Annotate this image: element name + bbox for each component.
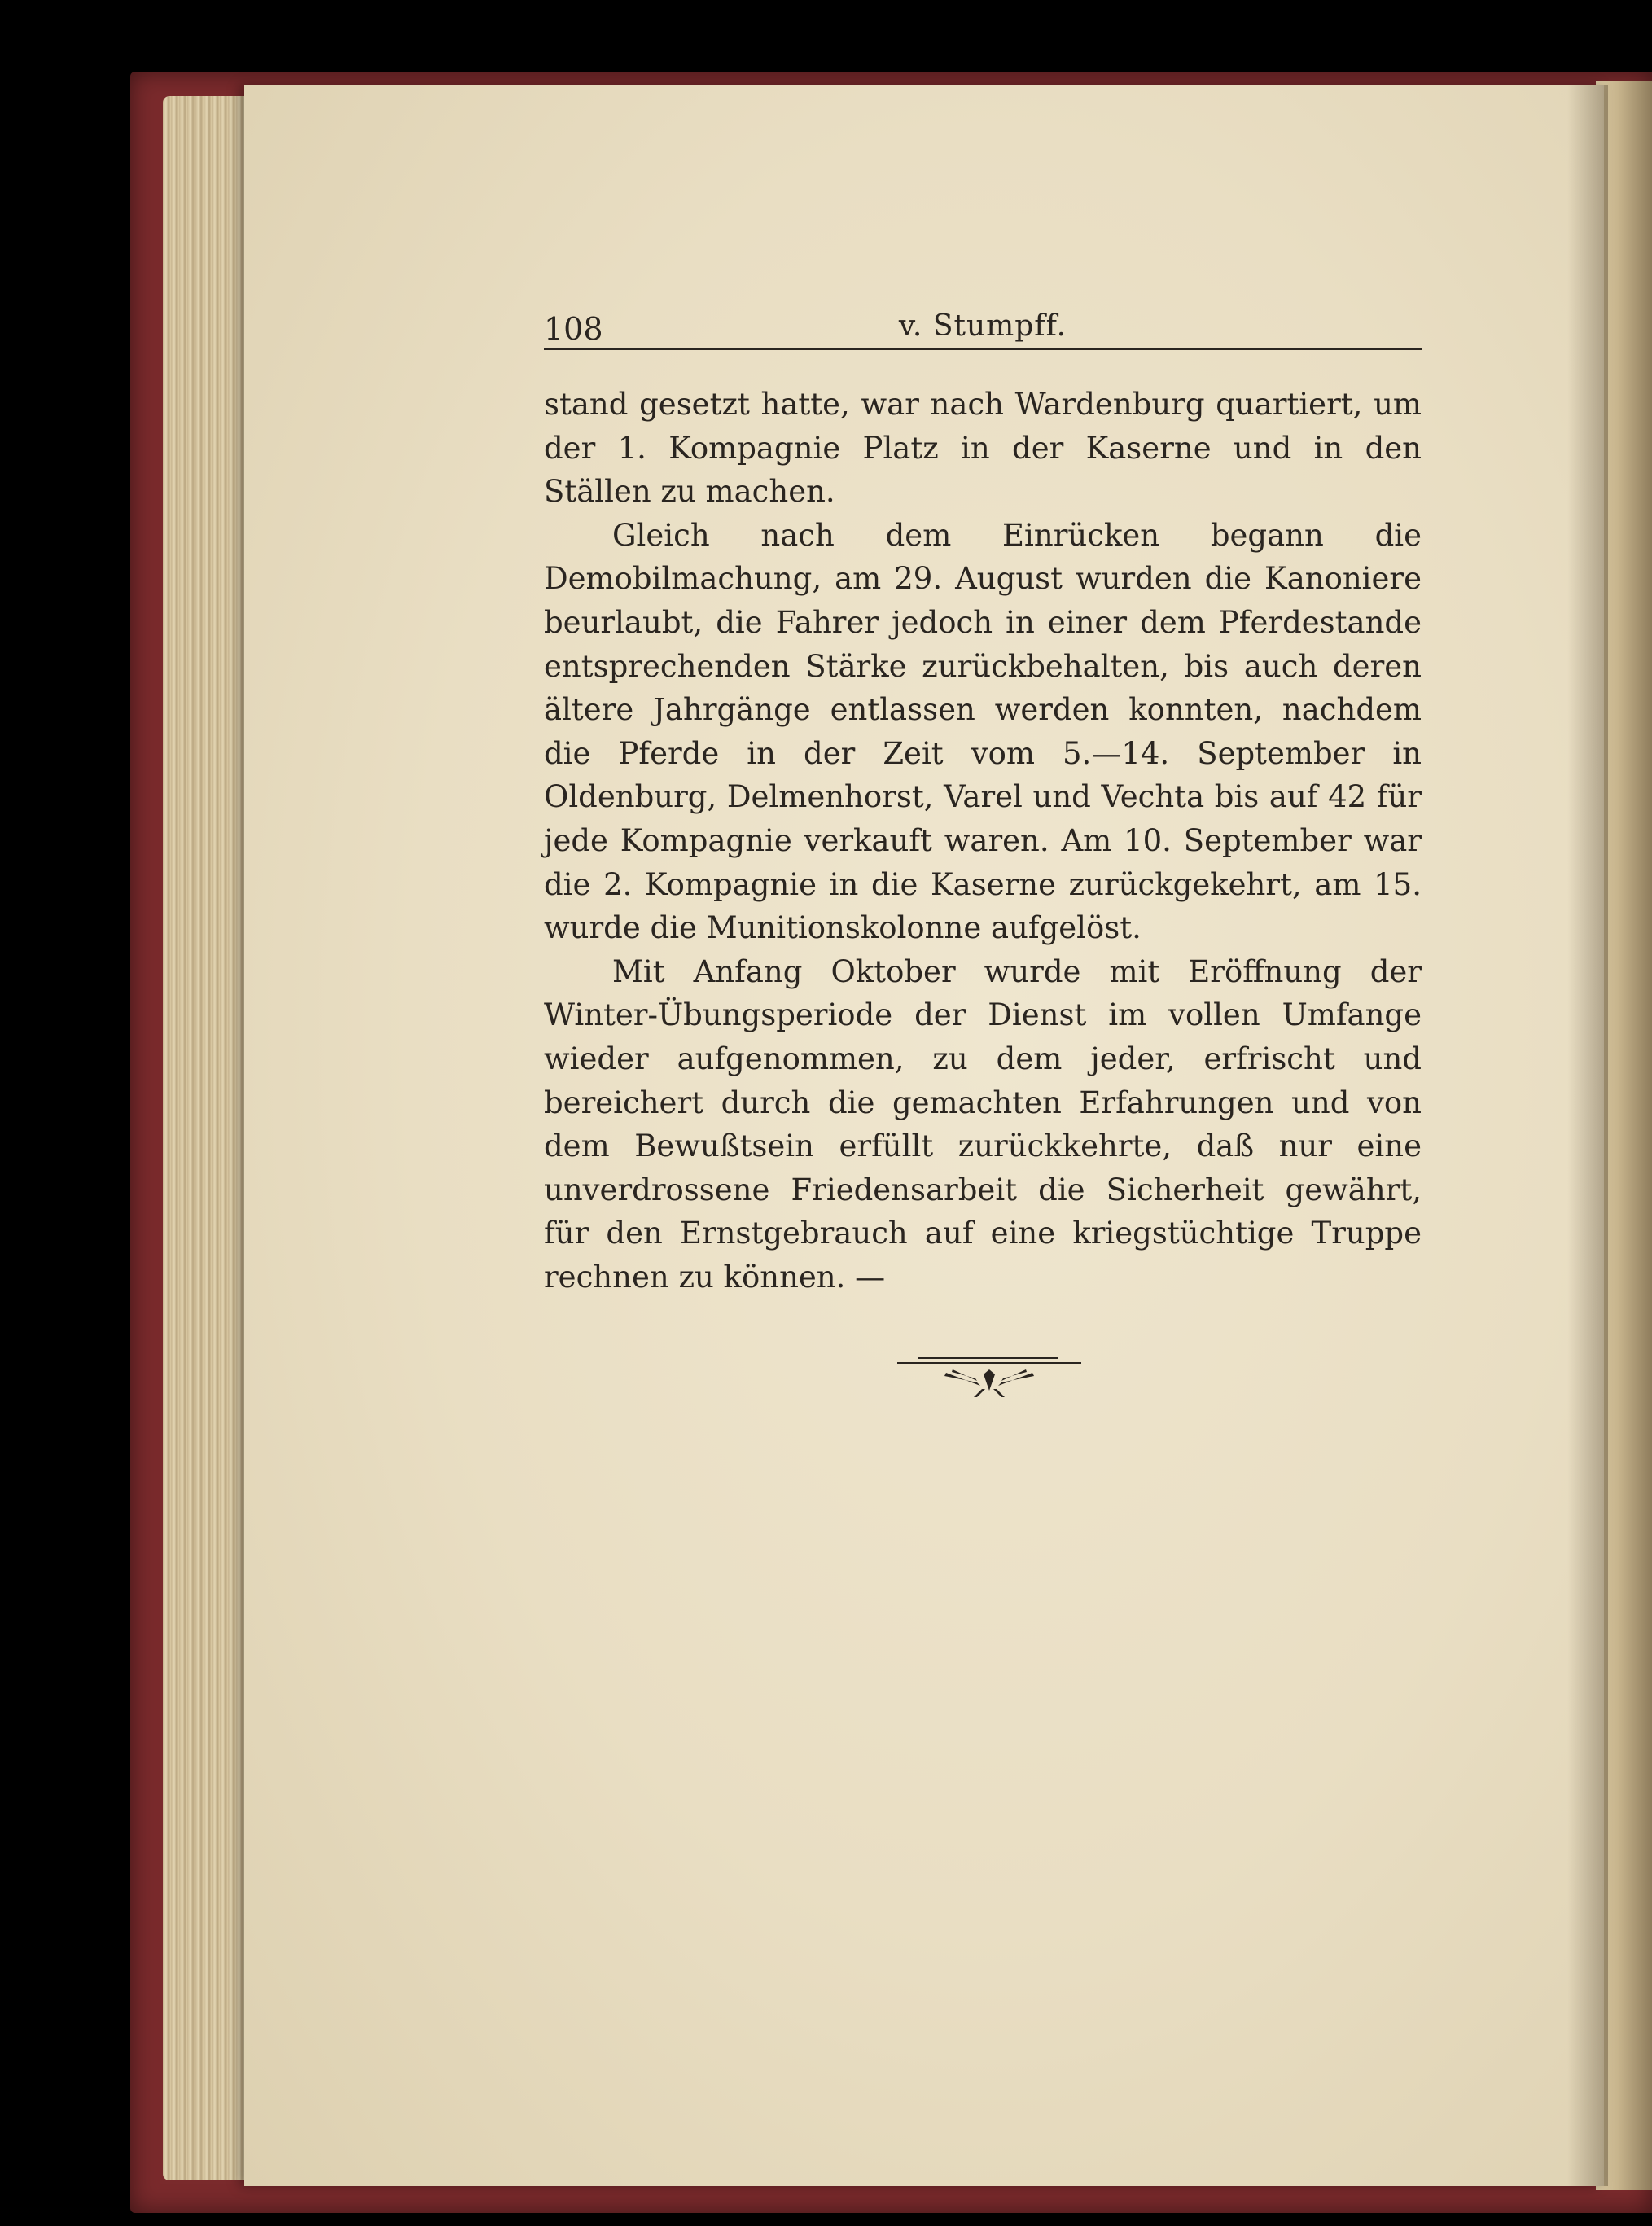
running-head: v. Stumpff. [898, 309, 1067, 343]
page-number: 108 [544, 311, 603, 347]
paragraph-3: Mit Anfang Oktober wurde mit Eröffnung der Winter-Übungsperiode der Dienst im vollen Umfange wieder aufgenommen, zu dem jeder, erfrischt und bereichert durch die gemachten Erfahrungen und von dem Bewußtsein erfüllt zurückkehrte, daß nur eine unverdrossene Friedensarbeit die Sicherheit gewährt, für den Ernstgebrauch auf eine kriegstüchtige Truppe rechnen zu können. — [544, 953, 1422, 1295]
fleuron-divider-icon [896, 1352, 1083, 1400]
paragraph-1: stand gesetzt hatte, war nach Wardenburg quartiert, um der 1. Kompagnie Platz in der Kaserne und in den Ställen zu machen. [544, 387, 1422, 510]
body-text [544, 383, 1422, 1299]
page-gutter-shadow [1567, 85, 1608, 2186]
paragraph-2: Gleich nach dem Einrücken begann die Demobilmachung, am 29. August wurden die Kanoniere beurlaubt, die Fahrer jedoch in einer dem Pferdestande entsprechenden Stärke zurückbehalten, bis auch deren ältere Jahrgänge entlassen werden konnten, nachdem die Pferde in der Zeit vom 5.—14. September in Oldenburg, Delmenhorst, Varel und Vechta bis auf 42 für jede Kompagnie verkauft waren. Am 10. September war die 2. Kompagnie in die Kaserne zurückgekehrt, am 15. wurde die Munitionskolonne aufgelöst. [544, 517, 1422, 946]
page-header [544, 308, 1422, 350]
